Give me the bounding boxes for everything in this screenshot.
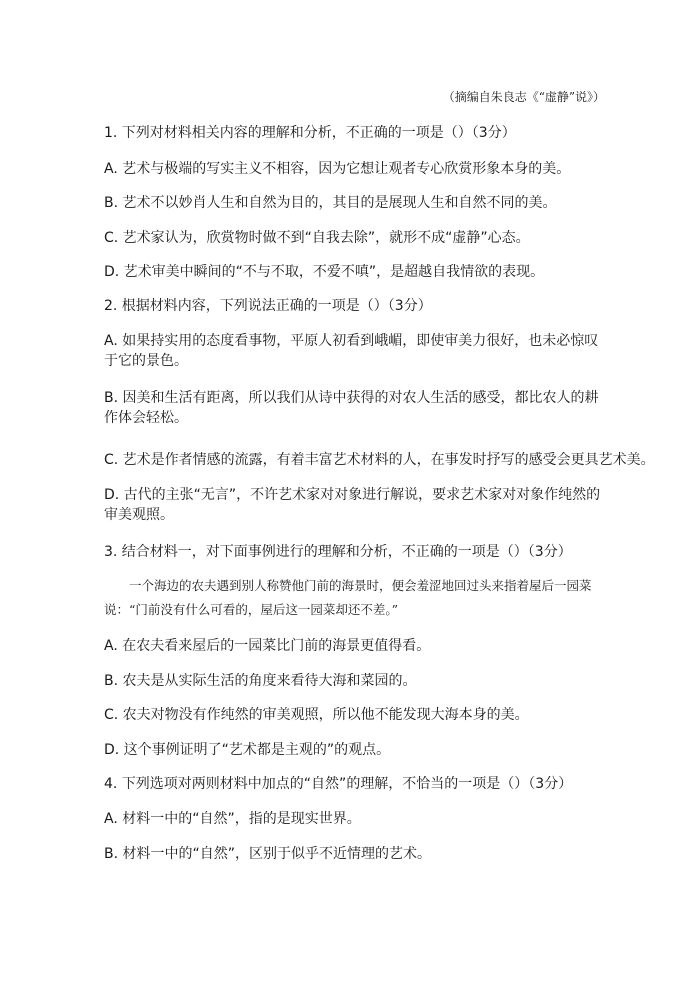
- question-1-option-b: B. 艺术不以妙肖人生和自然为目的，其目的是展现人生和自然不同的美。: [104, 195, 557, 211]
- question-3-option-c: C. 农夫对物没有作纯然的审美观照，所以他不能发现大海本身的美。: [104, 707, 529, 723]
- question-3-stem: 3. 结合材料一，对下面事例进行的理解和分析，不正确的一项是（）（3分）: [104, 544, 572, 560]
- question-4-option-b: B. 材料一中的“自然”，区别于似乎不近情理的艺术。: [104, 846, 432, 862]
- question-3-option-a: A. 在农夫看来屋后的一园菜比门前的海景更值得看。: [104, 638, 431, 654]
- question-2-option-a: A. 如果持实用的态度看事物，平原人初看到峨嵋，即使审美力很好，也未必惊叹于它的景色。: [104, 333, 599, 369]
- question-3-option-b: B. 农夫是从实际生活的角度来看待大海和菜园的。: [104, 673, 417, 689]
- question-1-stem: 1. 下列对材料相关内容的理解和分析，不正确的一项是（）（3分）: [104, 125, 516, 141]
- question-1-option-c: C. 艺术家认为，欣赏物时做不到“自我去除”，就形不成“虚静”心态。: [104, 230, 530, 246]
- question-2-option-d: D. 古代的主张“无言”，不许艺术家对对象进行解说，要求艺术家对对象作纯然的审美观照。: [104, 487, 601, 523]
- question-3-quote: 一个海边的农夫遇到别人称赞他门前的海景时，便会羞涩地回过头来指着屋后一园菜说：“门前没有什么可看的，屋后这一园菜却还不差。”: [104, 578, 592, 617]
- question-1-option-d: D. 艺术审美中瞬间的“不与不取，不爱不嗔”，是超越自我情欲的表现。: [104, 264, 545, 280]
- source-citation: （摘编自朱良志《“虚静”说》）: [442, 90, 605, 104]
- question-4-stem: 4. 下列选项对两则材料中加点的“自然”的理解，不恰当的一项是（）（3分）: [104, 776, 573, 792]
- question-2-stem: 2. 根据材料内容，下列说法正确的一项是（）（3分）: [104, 298, 432, 314]
- question-2-option-c: C. 艺术是作者情感的流露，有着丰富艺术材料的人，在事发时抒写的感受会更具艺术美。: [104, 452, 655, 468]
- question-2-option-b: B. 因美和生活有距离，所以我们从诗中获得的对农人生活的感受，都比农人的耕作体会轻松。: [104, 390, 599, 426]
- question-4-option-a: A. 材料一中的“自然”，指的是现实世界。: [104, 811, 361, 827]
- question-1-option-a: A. 艺术与极端的写实主义不相容，因为它想让观者专心欣赏形象本身的美。: [104, 161, 571, 177]
- question-3-option-d: D. 这个事例证明了“艺术都是主观的”的观点。: [104, 742, 391, 758]
